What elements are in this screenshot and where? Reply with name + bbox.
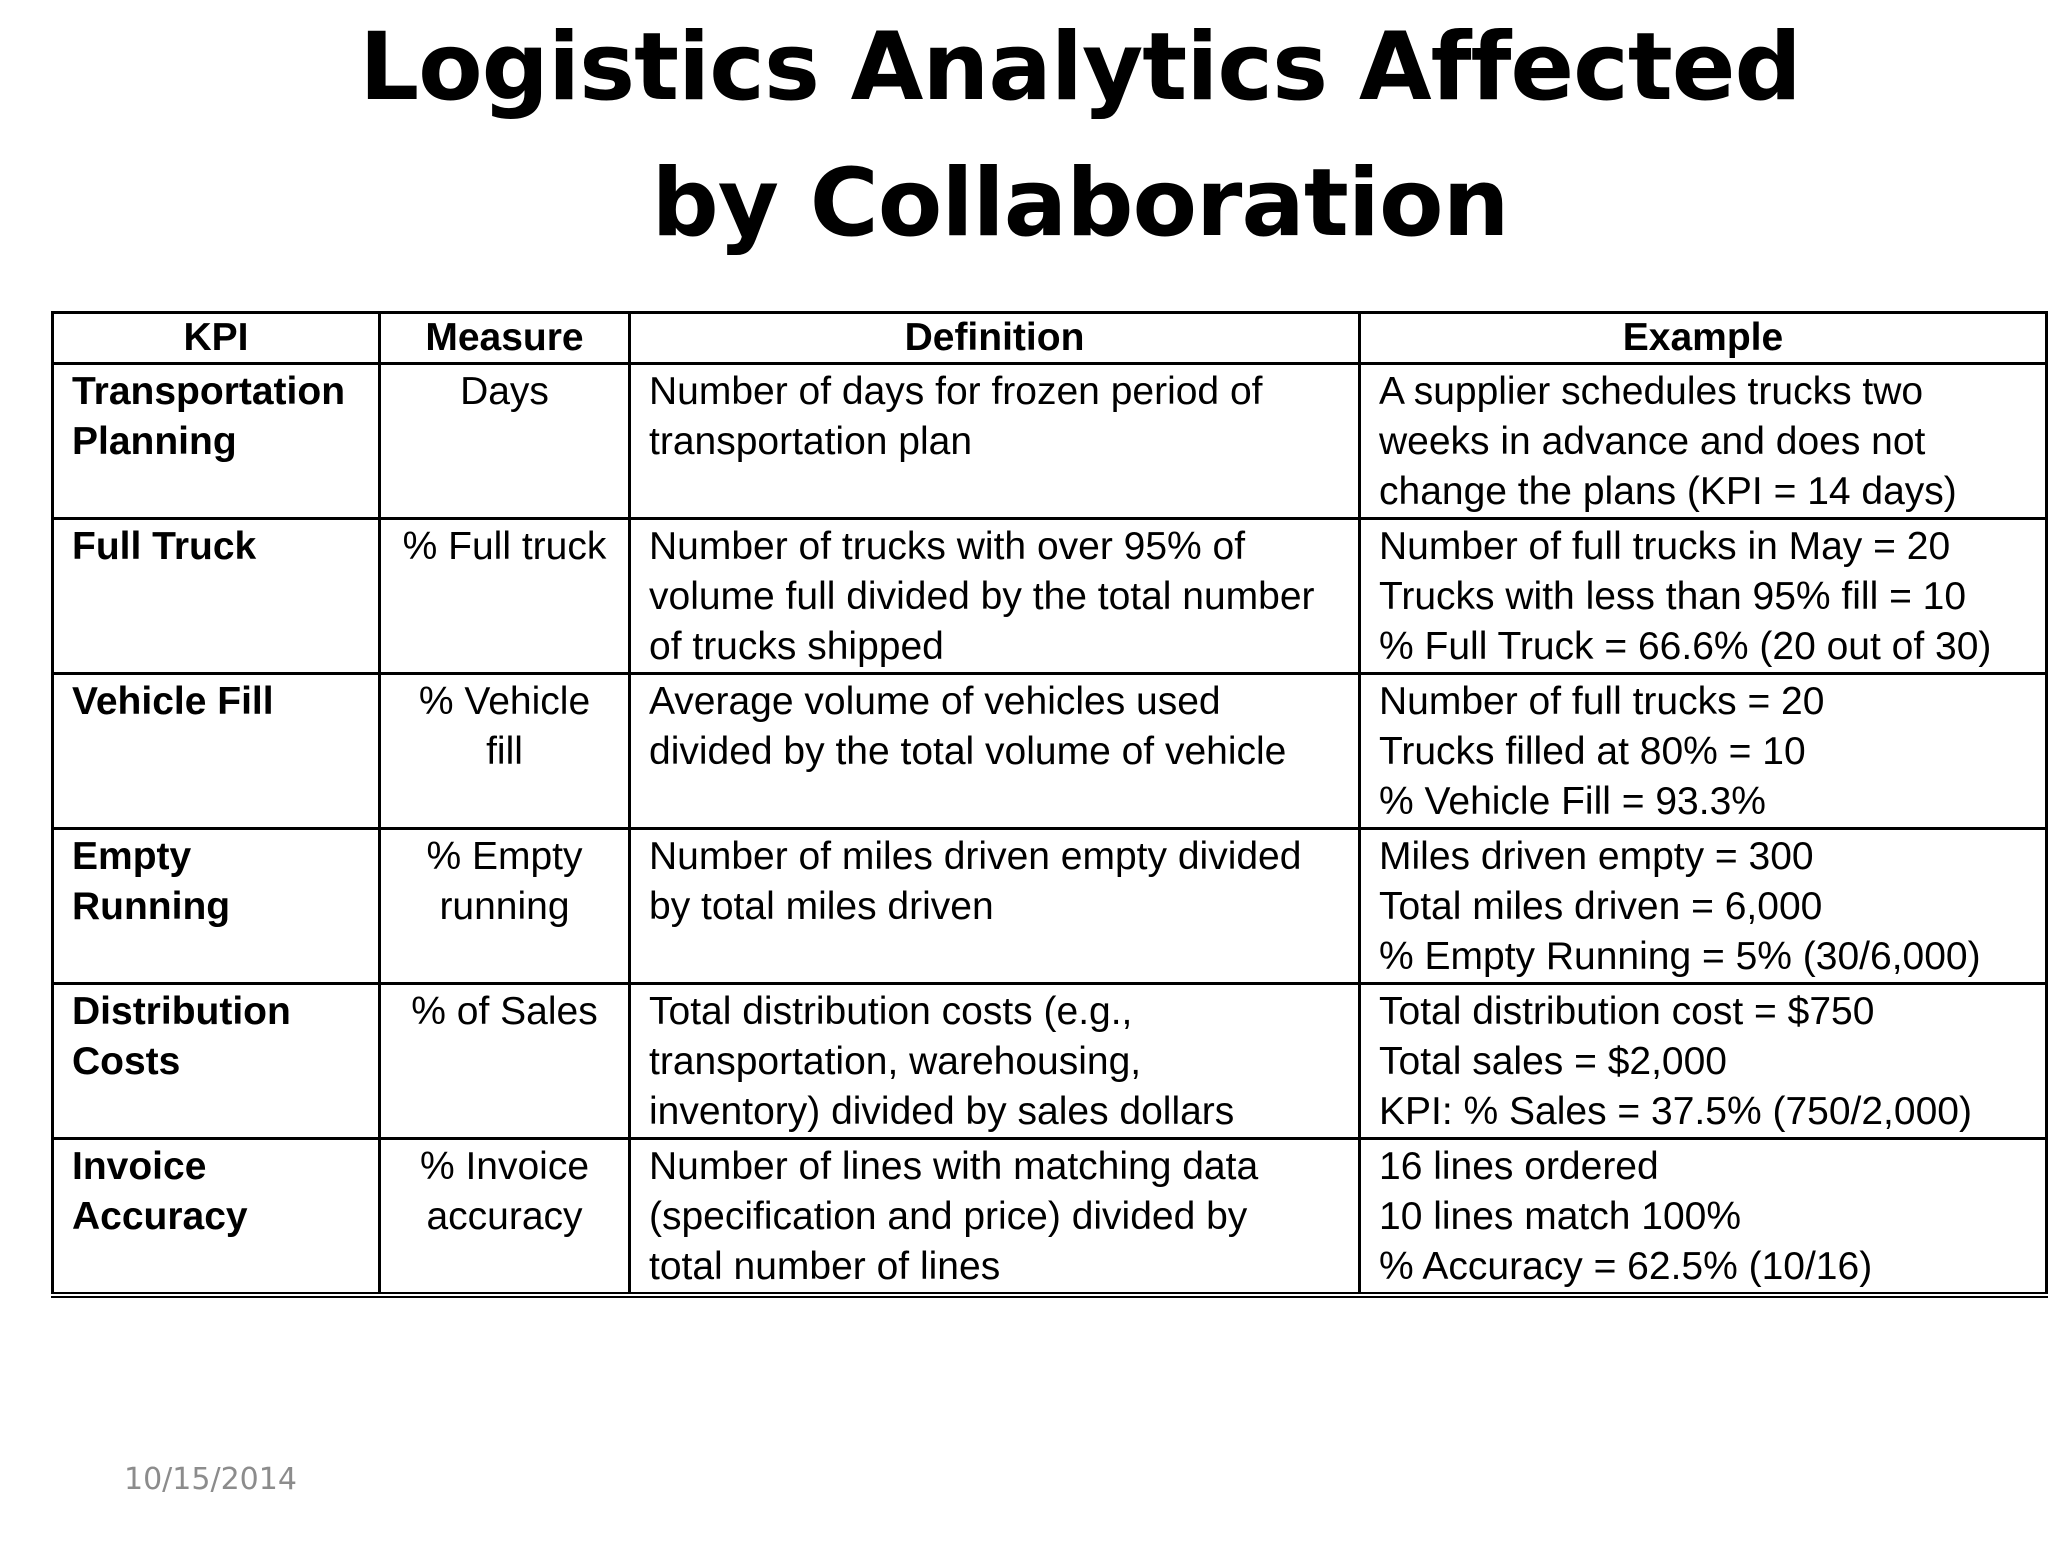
table-row [53, 674, 2047, 829]
kpi-cell-line: Running [72, 885, 231, 928]
definition-cell [630, 364, 1360, 519]
example-cell-line: Number of full trucks = 20 [1379, 680, 1825, 723]
measure-cell [380, 519, 630, 674]
measure-cell [380, 829, 630, 984]
slide-title [300, 0, 1860, 272]
example-cell-line: Total distribution cost = $750 [1379, 990, 1875, 1033]
kpi-cell [53, 984, 380, 1139]
measure-cell-line: % of Sales [411, 990, 598, 1033]
table-row [53, 519, 2047, 674]
definition-cell-line: (specification and price) divided by [649, 1195, 1248, 1238]
definition-cell-line: inventory) divided by sales dollars [649, 1090, 1235, 1133]
kpi-cell-line: Invoice [72, 1145, 207, 1188]
measure-cell [380, 984, 630, 1139]
example-cell [1360, 674, 2047, 829]
footer-date: 10/15/2014 [124, 1462, 297, 1497]
measure-cell-line: accuracy [426, 1195, 583, 1238]
definition-cell-line: Average volume of vehicles used [649, 680, 1221, 723]
measure-cell-line: % Invoice [419, 1145, 590, 1188]
example-cell-line: Trucks filled at 80% = 10 [1379, 730, 1806, 773]
header-row [53, 313, 2047, 364]
definition-cell-line: Number of lines with matching data [649, 1145, 1259, 1188]
kpi-cell [53, 829, 380, 984]
example-cell [1360, 519, 2047, 674]
example-cell-line: weeks in advance and does not [1379, 420, 1926, 463]
table-header [53, 313, 2047, 364]
measure-cell-line: % Empty [426, 835, 583, 878]
kpi-cell-line: Planning [72, 420, 237, 463]
definition-cell [630, 674, 1360, 829]
table-row [53, 984, 2047, 1139]
kpi-cell [53, 674, 380, 829]
header-example: Example [1360, 313, 2047, 364]
definition-cell-line: Total distribution costs (e.g., [649, 990, 1133, 1033]
definition-cell-line: Number of days for frozen period of [649, 370, 1263, 413]
definition-cell [630, 1139, 1360, 1296]
measure-cell-line: fill [486, 730, 523, 773]
kpi-cell-line: Costs [72, 1040, 181, 1083]
table-row [53, 364, 2047, 519]
header-definition: Definition [630, 313, 1360, 364]
definition-cell [630, 519, 1360, 674]
definition-cell-line: Number of miles driven empty divided [649, 835, 1302, 878]
example-cell [1360, 1139, 2047, 1296]
kpi-cell-line: Transportation [72, 370, 346, 413]
kpi-table [51, 311, 2048, 1298]
measure-cell-line: running [439, 885, 570, 928]
measure-cell-line: % Full truck [402, 525, 607, 568]
definition-cell-line: total number of lines [649, 1245, 1001, 1288]
example-cell-line: change the plans (KPI = 14 days) [1379, 470, 1957, 513]
measure-cell [380, 674, 630, 829]
table-body [53, 364, 2047, 1296]
example-cell [1360, 829, 2047, 984]
example-cell-line: % Full Truck = 66.6% (20 out of 30) [1379, 625, 1992, 668]
definition-cell [630, 984, 1360, 1139]
example-cell-line: Number of full trucks in May = 20 [1379, 525, 1951, 568]
definition-cell-line: volume full divided by the total number [649, 575, 1315, 618]
example-cell-line: 10 lines match 100% [1379, 1195, 1742, 1238]
measure-cell-line: % Vehicle [418, 680, 591, 723]
kpi-cell-line: Full Truck [72, 525, 257, 568]
measure-cell [380, 364, 630, 519]
definition-cell-line: Number of trucks with over 95% of [649, 525, 1246, 568]
example-cell-line: 16 lines ordered [1379, 1145, 1659, 1188]
example-cell-line: % Vehicle Fill = 93.3% [1379, 780, 1766, 823]
table-row [53, 1139, 2047, 1296]
example-cell-line: Trucks with less than 95% fill = 10 [1379, 575, 1967, 618]
example-cell-line: Total sales = $2,000 [1379, 1040, 1727, 1083]
definition-cell-line: transportation plan [649, 420, 973, 463]
kpi-cell-line: Accuracy [72, 1195, 248, 1238]
kpi-cell [53, 364, 380, 519]
kpi-cell-line: Distribution [72, 990, 291, 1033]
example-cell-line: KPI: % Sales = 37.5% (750/2,000) [1379, 1090, 1972, 1133]
header-kpi: KPI [53, 313, 380, 364]
example-cell-line: % Empty Running = 5% (30/6,000) [1379, 935, 1981, 978]
example-cell [1360, 984, 2047, 1139]
kpi-cell [53, 519, 380, 674]
example-cell [1360, 364, 2047, 519]
example-cell-line: A supplier schedules trucks two [1379, 370, 1924, 413]
definition-cell-line: divided by the total volume of vehicle [649, 730, 1287, 773]
example-cell-line: % Accuracy = 62.5% (10/16) [1379, 1245, 1873, 1288]
example-cell-line: Miles driven empty = 300 [1379, 835, 1814, 878]
definition-cell-line: transportation, warehousing, [649, 1040, 1142, 1083]
definition-cell-line: by total miles driven [649, 885, 994, 928]
kpi-cell-line: Empty [72, 835, 192, 878]
definition-cell [630, 829, 1360, 984]
kpi-cell [53, 1139, 380, 1296]
measure-cell-line: Days [460, 370, 549, 413]
header-measure: Measure [380, 313, 630, 364]
example-cell-line: Total miles driven = 6,000 [1379, 885, 1823, 928]
definition-cell-line: of trucks shipped [649, 625, 944, 668]
kpi-cell-line: Vehicle Fill [72, 680, 274, 723]
table-row [53, 829, 2047, 984]
measure-cell [380, 1139, 630, 1296]
slide-title-text: Logistics Analytics Affected by Collaboration [359, 13, 1801, 258]
